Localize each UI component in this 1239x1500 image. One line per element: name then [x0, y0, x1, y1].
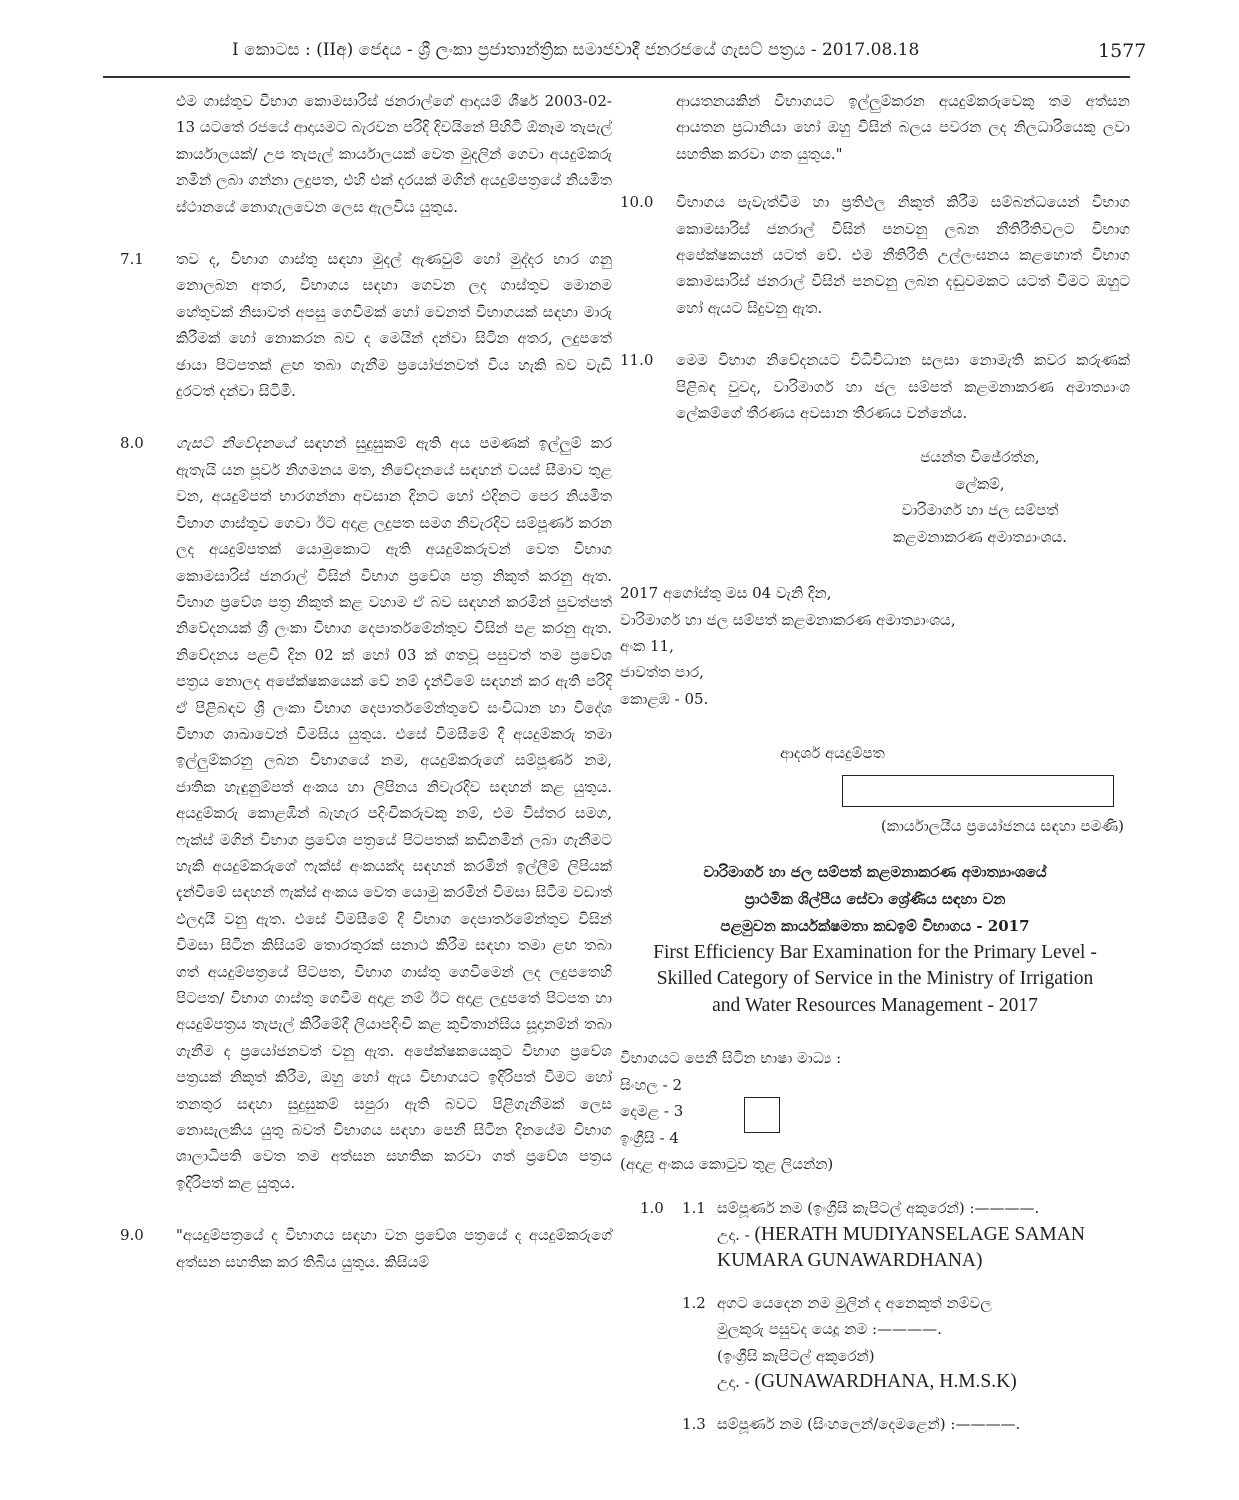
question-text: සම්පූර්ණ නම (සිංහලෙන්/දෙමළෙන්) :————. — [717, 1415, 1021, 1434]
exam-title-en-line: First Efficiency Bar Examination for the Primary Level - — [653, 941, 1097, 963]
signatory-ministry-line2: කළමනාකරණ අමාත්‍යාංශය. — [893, 527, 1067, 546]
exam-title-en-line: and Water Resources Management - 2017 — [712, 994, 1038, 1016]
example-text — [717, 1369, 1130, 1395]
language-option: දෙමළ - 3 — [620, 1102, 684, 1121]
para-text: විභාගය පැවැත්වීම හා ප්‍රතිඵල නිකුත් කිරීම සම්බන්ධයෙන් විභාග කොමසාරිස් ජනරාල් විසින් පනවනු ලබන නීතිරීතිවලට විභාග අපේක්ෂකයන් යටත් වේ. එම නීතිරීති උල්ලංඝනය කළහොත් විභාග කොමසාරිස් ජනරාල් විසින් පනවනු ලබන දඬුවමකට යටත් වීමට ඔහුට හෝ ඇයට සිදුවනු ඇත. — [676, 193, 1130, 317]
para-text: "අයදුම්පත්‍රයේ ද විභාගය සඳහා වන ප්‍රවේශ පත්‍රයේ ද අයදුම්කරුගේ අත්සන සහතික කර තිබිය යුතුය. කිසියම් — [176, 1226, 612, 1271]
example-text — [717, 1222, 1130, 1274]
address-line: කොළඹ - 05. — [620, 689, 709, 708]
date-line: 2017 අගෝස්තු මස 04 වැනි දින, — [620, 584, 832, 603]
para-7-1 — [120, 246, 612, 404]
header-divider — [103, 76, 1130, 78]
para-text: සඳහන් සුදුසුකම් ඇති අය පමණක් ඉල්ලුම් කර ඇතැයි යන පූර්ව නිගමනය මත, නිවේදනයේ සඳහන් වයස් සීමාව තුළ වන, අයදුම්පත් භාරගන්නා අවසාන දිනට හෝ එදිනට පෙර නියමිත විභාග ගාස්තුව ගෙවා ඊට අදාළ ලදුපත සමග නිවැරදිව සම්පූර්ණ කරන ලද අයදුම්පතක් යොමුකොට ඇති අයදුම්කරුවන් වෙත විභාග කොමසාරිස් ජනරාල් විසින් විභාග ප්‍රවේශ පත්‍ර නිකුත් කරනු ඇත. විභාග ප්‍රවේශ පත්‍ර නිකුත් කළ වහාම ඒ බව සඳහන් කරමින් පුවත්පත් නිවේදනයක් ශ්‍රී ලංකා විභාග දෙපාර්තමේන්තුව විසින් පළ කරනු ඇත. නිවේදනය පළවී දින 02 ක් හෝ 03 ක් ගතවූ පසුවත් තම ප්‍රවේශ පත්‍රය නොලද අපේක්ෂකයෙක් වේ නම් දැන්වීමේ සඳහන් කර ඇති පරිදි ඒ පිළිබඳව ශ්‍රී ලංකා විභාග දෙපාර්තමේන්තුවේ සංවිධාන හා විදේශ විභාග ශාඛාවෙන් විමසිය යුතුය. එසේ විමසීමේ දී අයදුම්කරු තමා ඉල්ලුම්කරනු ලබන විභාගයේ නම, අයදුම්කරුගේ සම්පූර්ණ නම, ජාතික හැඳුනුම්පත් අංකය හා ලිපිනය නිවැරදිව සඳහන් කළ යුතුය. අයදුම්කරු කොළඹින් බැහැර පදිංචිකරුවකු නම්, එම විස්තර සමග, ෆැක්ස් මගින් විභාග ප්‍රවේශ පත්‍රයේ පිටපතක් කඩිනමින් ලබා ගැනීමට හැකි අයදුම්කරුගේ ෆැක්ස් අංකයක්ද සඳහන් කරමින් ඉල්ලීම් ලිපියක් දැන්වීමේ සඳහන් ෆැක්ස් අංකය වෙත යොමු කරමින් විමසා සිටීම වඩාත් ඵලදායී වනු ඇත. එසේ විමසීමේ දී විභාග දෙපාර්තමේන්තුව විසින් විමසා සිටින කිසියම් තොරතුරක් සනාථ කිරීම සඳහා තමා ළඟ තබා ගත් අයදුම්පත්‍රයේ පිටපත, විභාග ගාස්තු ගෙවීමෙන් ලද ලදුපතෙහි පිටපත/ විභාග ගාස්තු ගෙවීම අදාළ නම් ඊට අදාළ ලදුපතේ පිටපත හා අයදුම්පත්‍රය තැපැල් කිරීමේදී ලියාපදිංචි කළ කුවිතාන්සිය සූදානම්න් තබා ගැනීම ද ප්‍රයෝජනවත් වනු ඇත. අපේක්ෂකයෙකුට විභාග ප්‍රවේශ පත්‍රයක් නිකුත් කිරීම, ඔහු හෝ ඇය විභාගයට ඉදිරිපත් වීමට හෝ තනතුර සඳහා සුදුසුකම් සපුරා ඇති බවට පිළිගැනීමක් ලෙස නොසැලකිය යුතු බවත් විභාගය සඳහා පෙනී සිටින දිනයේම විභාග ශාලාධිපති වෙත තම අත්සන සහතික කරවා ගත් ප්‍රවේශ පත්‍රය ඉදිරිපත් කළ යුතුය. — [176, 434, 612, 1192]
date-address-block — [620, 580, 1130, 712]
language-option: ඉංග්‍රීසි - 4 — [620, 1128, 679, 1147]
example-value: (HERATH MUDIYANSELAGE SAMAN KUMARA GUNAWARDHANA) — [717, 1223, 1085, 1271]
signature-block — [830, 444, 1130, 550]
para-11-0 — [620, 347, 1130, 426]
para-text: ආයතනයකින් විභාගයට ඉල්ලුම්කරන අයදුම්කරුවෙකු තම අත්සන ආයතන ප්‍රධානියා හෝ ඔහු විසින් බලය පවරන ලද නිලධාරියෙකු ලවා සහතික කරවා ගත යුතුය." — [676, 92, 1130, 163]
item-number: 1.3 — [682, 1415, 706, 1434]
para-text: එම ගාස්තුව විභාග කොමසාරිස් ජනරාල්ගේ ආදායම් ශීර්ෂ 2003-02-13 යටතේ රජයේ ආදායමට බැරවන පරිදි දිවයිනේ පිහිටි ඕනෑම තැපැල් කාර්යාලයක්/ උප තැපැල් කාර්යාලයක් වෙත මුදලින් ගෙවා අයදුම්කරු නමින් ලබා ගන්නා ලදුපත, එහි එක් දරයක් මගින් අයදුම්පත්‍රයේ නියමිත ස්ථානයේ නොගැලවෙන ලෙස ඇලවිය යුතුය. — [176, 92, 612, 216]
para-9-0-continuation — [620, 88, 1130, 167]
item-number: 1.2 — [682, 1293, 706, 1312]
question-1-2 — [620, 1290, 1130, 1395]
para-10-0 — [620, 189, 1130, 321]
address-line: ජාවත්ත පාර, — [620, 663, 704, 682]
medium-label: විභාගයට පෙනී සිටින භාෂා මාධ්‍ය : — [620, 1049, 842, 1068]
gazette-header-title: I කොටස : (IIඅ) ජෙදය - ශ්‍රී ලංකා ප්‍රජාතාන්ත්‍රික සමාජවාදී ජනරජයේ ගැසට් පත්‍රය - 2017.08.18 — [232, 40, 920, 60]
signatory-ministry-line1: වාරිමාර්ග හා ජල සම්පත් — [901, 501, 1059, 520]
item-number: 1.1 — [682, 1199, 706, 1218]
office-use-note: (කාර්යාලයීය ප්‍රයෝජනය සඳහා පමණි) — [880, 816, 1124, 835]
left-column — [120, 88, 612, 1301]
exam-title-english — [620, 940, 1130, 1020]
right-column — [620, 88, 1130, 1438]
para-lead-italic: ගැසට් නිවේදනයේ — [176, 434, 295, 453]
para-number: 8.0 — [120, 434, 144, 453]
language-option: සිංහල - 2 — [620, 1075, 682, 1094]
section-number: 1.0 — [640, 1199, 664, 1218]
para-7-0-continuation — [120, 88, 612, 220]
language-code-box[interactable] — [744, 1097, 780, 1133]
page-header — [0, 0, 1239, 78]
sample-application-heading: ආදර්ශ අයදුම්පත — [780, 744, 885, 763]
page-number: 1577 — [1098, 40, 1147, 62]
para-text: තව ද, විභාග ගාස්තු සඳහා මුදල් ඇණවුම් හෝ මුද්දර භාර ගනු නොලබන අතර, විභාගය සඳහා ගෙවන ලද ගාස්තුව මොනම හේතුවක් නිසාවත් අපසු ගෙවීමක් හෝ වෙනත් විභාගයක් සඳහා මාරු කිරීමක් හෝ නොකරන බව ද මෙයින් දන්වා සිටින අතර, ලදුපතේ ඡායා පිටපතක් ළඟ තබා ගැනීම ප්‍රයෝජනවත් විය හැකි බව වැඩි දුරටත් දන්වා සිටිමි. — [176, 250, 612, 401]
para-number: 11.0 — [620, 351, 654, 370]
para-number: 10.0 — [620, 193, 654, 212]
signatory-name: ජයන්ත විජේරත්න, — [920, 448, 1040, 467]
exam-title-si-line: වාරිමාර්ග හා ජල සම්පත් කළමනාකරණ අමාත්‍යාංශයේ — [703, 862, 1047, 881]
para-number: 9.0 — [120, 1226, 144, 1245]
exam-title-si-line: ප්‍රාථමික ශිල්පීය සේවා ශ්‍රේණිය සඳහා වන — [744, 889, 1006, 908]
question-text: අගට යෙදෙන නම මුලින් ද අනෙකුත් නම්වල — [717, 1293, 992, 1312]
exam-title-en-line: Skilled Category of Service in the Ministry of Irrigation — [656, 968, 1094, 990]
para-9-0 — [120, 1222, 612, 1275]
address-line: වාරිමාර්ග හා ජල සම්පත් කළමනාකරණ අමාත්‍යාංශය, — [620, 610, 956, 629]
question-note: (ඉංග්‍රීසි කැපිටල් අකුරෙන්) — [717, 1346, 875, 1365]
para-number: 7.1 — [120, 250, 144, 269]
example-prefix: උදා. - — [717, 1225, 755, 1244]
example-value: (GUNAWARDHANA, H.M.S.K) — [754, 1371, 1017, 1393]
language-medium-section — [620, 1045, 1130, 1177]
question-1-3 — [620, 1411, 1130, 1437]
para-text: මෙම විභාග නිවේදනයට විධිවිධාන සලසා නොමැති කවර කරුණක් පිළිබඳ වුවද, වාරිමාර්ග හා ජල සම්පත් කළමනාකරණ අමාත්‍යාංශ ලේකම්ගේ තීරණය අවසාන තීරණය වන්නේය. — [676, 351, 1130, 423]
example-prefix: උදා. - — [717, 1373, 755, 1392]
exam-title-sinhala — [620, 859, 1130, 940]
address-line: අංක 11, — [620, 636, 674, 655]
para-8-0 — [120, 430, 612, 1196]
exam-title-si-line: පළමුවන කාර්යක්ෂමතා කඩඉම් විභාගය - 2017 — [720, 916, 1030, 935]
question-text: සම්පූර්ණ නම (ඉංග්‍රීසි කැපිටල් අකුරෙන්) :————. — [717, 1199, 1040, 1218]
medium-note: (අදාළ අංකය කොටුව තුළ ලියන්න) — [620, 1155, 834, 1174]
office-use-box — [842, 775, 1114, 807]
question-1-1 — [620, 1195, 1130, 1273]
signatory-title: ලේකම්, — [955, 474, 1005, 493]
question-text: මුලකුරු පසුවද යෙදූ නම :————. — [717, 1320, 942, 1339]
sample-application — [620, 740, 1130, 1437]
